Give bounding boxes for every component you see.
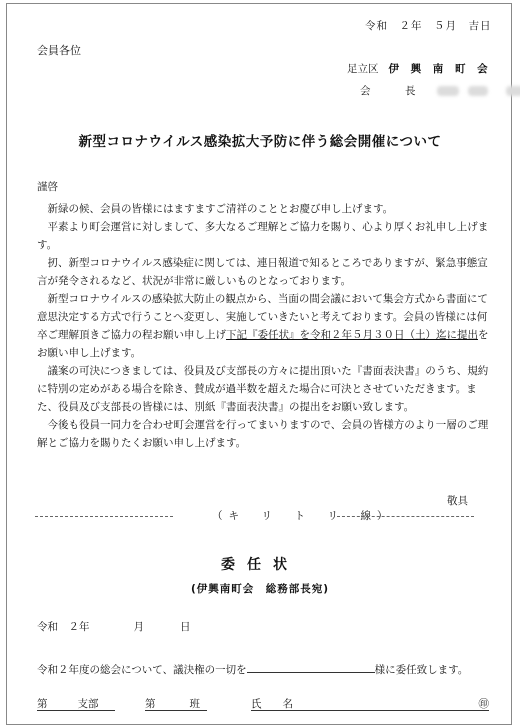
letter-body — [37, 180, 489, 452]
redacted-name-part — [506, 86, 520, 96]
paragraph-resolution: 議案の可決につきましては、役員及び支部長の方々に提出頂いた『書面表決書』のうち、規約に特別の定めがある場合を除き、賛成が過半数を超えた場合に可決とさせていただきます。また、役員及び支部長の皆様には、別紙『書面表決書』の提出をお願い致します。 — [37, 365, 489, 413]
document-page — [6, 3, 512, 725]
chairperson-line — [360, 84, 520, 98]
redacted-name-part — [437, 86, 459, 96]
group-suffix: 班 — [189, 698, 200, 710]
proxy-date-line — [37, 620, 191, 634]
paragraph-request — [37, 290, 489, 362]
document-title: 新型コロナウイルス感染拡大予防に伴う総会開催について — [78, 134, 442, 150]
proxy-date-month: 月 — [133, 621, 144, 633]
proxy-date-era: 令和 ２年 — [37, 621, 90, 633]
request-text-end: をお願い申し上げます。 — [37, 329, 489, 359]
proxy-date-day: 日 — [180, 621, 191, 633]
branch-prefix: 第 — [37, 698, 48, 710]
chairperson-label: 会 長 — [360, 85, 428, 97]
seal-mark: ㊞ — [478, 698, 489, 710]
addressee: 会員各位 — [37, 44, 81, 57]
proxy-statement-start: 令和２年度の総会について、議決権の一切を — [37, 664, 247, 676]
paragraph-thanks: 平素より町会運営に対しまして、多大なるご理解とご協力を賜り、心より厚くお礼申し上げます。 — [37, 221, 489, 251]
salutation: 謹啓 — [37, 181, 58, 193]
cut-line-label: （キ リ ト リ 線） — [212, 510, 394, 522]
proxy-statement-end: 様に委任致します。 — [374, 664, 469, 676]
closing-word: 敬具 — [447, 495, 468, 507]
organization-area: 足立区 — [347, 63, 379, 75]
issue-date: 令和 ２年 ５月 吉日 — [365, 20, 492, 32]
redacted-name-part — [468, 86, 488, 96]
organization-name: 伊 興 南 町 会 — [388, 63, 492, 75]
paragraph-greeting: 新緑の候、会員の皆様にはますますご清祥のこととお慶び申し上げます。 — [47, 203, 394, 215]
proxy-delegate-field[interactable] — [247, 661, 375, 673]
name-label: 氏 名 — [251, 698, 293, 710]
cut-line-left — [35, 516, 173, 517]
group-prefix: 第 — [145, 698, 156, 710]
cut-line-right — [337, 516, 474, 517]
request-text: 新型コロナウイルスの感染拡大防止の観点から、当面の間会議において集会方式から書面にて意思決定する方式で行うことへ変更し、実施していきたいと考えております。会員の皆様には何卒ご理解頂きご協力の程お願い申し上げ — [37, 293, 488, 341]
paragraph-closing-remarks: 今後も役員一同力を合わせ町会運営を行ってまいりますので、会員の皆様方のより一層のご理解とご協力を賜りたくお願い申し上げます。 — [37, 419, 489, 449]
proxy-form-subtitle: (伊興南町会 総務部長宛) — [190, 583, 330, 595]
proxy-statement — [37, 661, 468, 677]
paragraph-situation: 扨、新型コロナウイルス感染症に関しては、連日報道で知るところでありますが、緊急事態宣言が発令されるなど、状況が非常に厳しいものとなっております。 — [37, 257, 488, 287]
signature-row — [37, 696, 489, 712]
organization-line — [347, 62, 492, 76]
name-field[interactable] — [251, 696, 489, 711]
proxy-form-title: 委任状 — [221, 557, 299, 573]
group-field[interactable] — [145, 696, 207, 711]
request-deadline: 下記『委任状』を令和２年５月３０日（土）迄に提出 — [226, 329, 478, 341]
branch-field[interactable] — [37, 696, 115, 711]
branch-suffix: 支部 — [77, 698, 99, 710]
